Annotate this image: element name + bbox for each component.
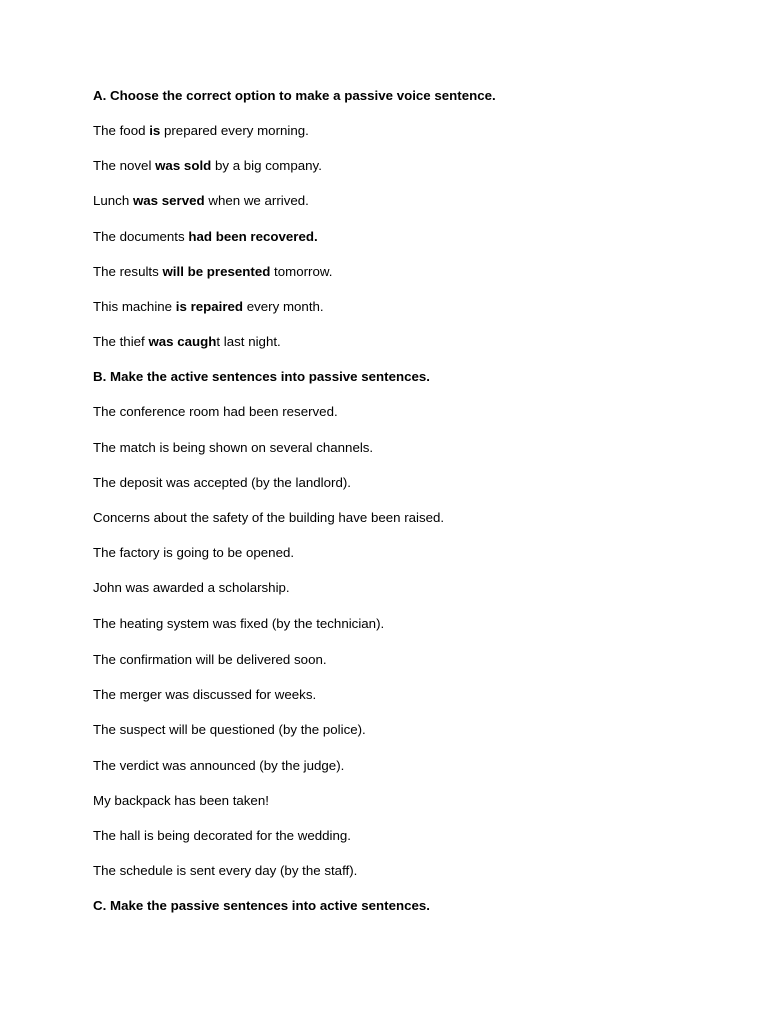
section-b-item: Concerns about the safety of the building have been raised. — [93, 510, 445, 525]
item-text-answer: was caugh — [148, 334, 217, 349]
section-c-heading: C. Make the passive sentences into active sentences. — [93, 898, 431, 913]
item-text-post: prepared every morning. — [160, 123, 309, 138]
section-b-item: The deposit was accepted (by the landlord). — [93, 475, 351, 490]
item-text-pre: The thief — [93, 334, 149, 349]
section-a-item — [93, 158, 322, 174]
item-text-pre: The results — [93, 264, 163, 279]
section-b-item: The schedule is sent every day (by the staff). — [93, 863, 358, 878]
item-text-pre: Lunch — [93, 193, 133, 208]
item-text-post: by a big company. — [211, 158, 322, 173]
item-text-post: every month. — [243, 299, 324, 314]
section-b-item: My backpack has been taken! — [93, 793, 269, 808]
item-text-post: tomorrow. — [270, 264, 333, 279]
section-a-heading: A. Choose the correct option to make a passive voice sentence. — [93, 88, 496, 103]
item-text-answer: is — [149, 123, 161, 138]
section-a-item — [93, 123, 309, 139]
section-b-item: The confirmation will be delivered soon. — [93, 652, 327, 667]
item-text-pre: The documents — [93, 229, 189, 244]
item-text-post: when we arrived. — [204, 193, 309, 208]
section-a-item — [93, 264, 332, 280]
section-b-item: John was awarded a scholarship. — [93, 580, 290, 595]
section-b-item: The heating system was fixed (by the technician). — [93, 616, 385, 631]
section-b-item: The hall is being decorated for the wedding. — [93, 828, 351, 843]
section-b-item: The verdict was announced (by the judge). — [93, 758, 345, 773]
section-b-item: The factory is going to be opened. — [93, 545, 295, 560]
section-b-item: The match is being shown on several channels. — [93, 440, 374, 455]
item-text-answer: was served — [132, 193, 205, 208]
item-text-post: t last night. — [216, 334, 281, 349]
item-text-pre: The novel — [93, 158, 156, 173]
section-a-item — [93, 334, 281, 350]
section-a-item — [93, 193, 309, 209]
section-b-heading: B. Make the active sentences into passive sentences. — [93, 369, 431, 384]
item-text-pre: The food — [93, 123, 150, 138]
item-text-answer: will be presented — [162, 264, 271, 279]
item-text-answer: is repaired — [175, 299, 244, 314]
section-b-item: The suspect will be questioned (by the police). — [93, 722, 366, 737]
section-b-item: The conference room had been reserved. — [93, 404, 338, 419]
section-a-item — [93, 229, 318, 245]
item-text-answer: had been recovered. — [188, 229, 318, 244]
item-text-pre: This machine — [93, 299, 176, 314]
section-b-item: The merger was discussed for weeks. — [93, 687, 317, 702]
section-a-item — [93, 299, 324, 315]
item-text-answer: was sold — [155, 158, 212, 173]
